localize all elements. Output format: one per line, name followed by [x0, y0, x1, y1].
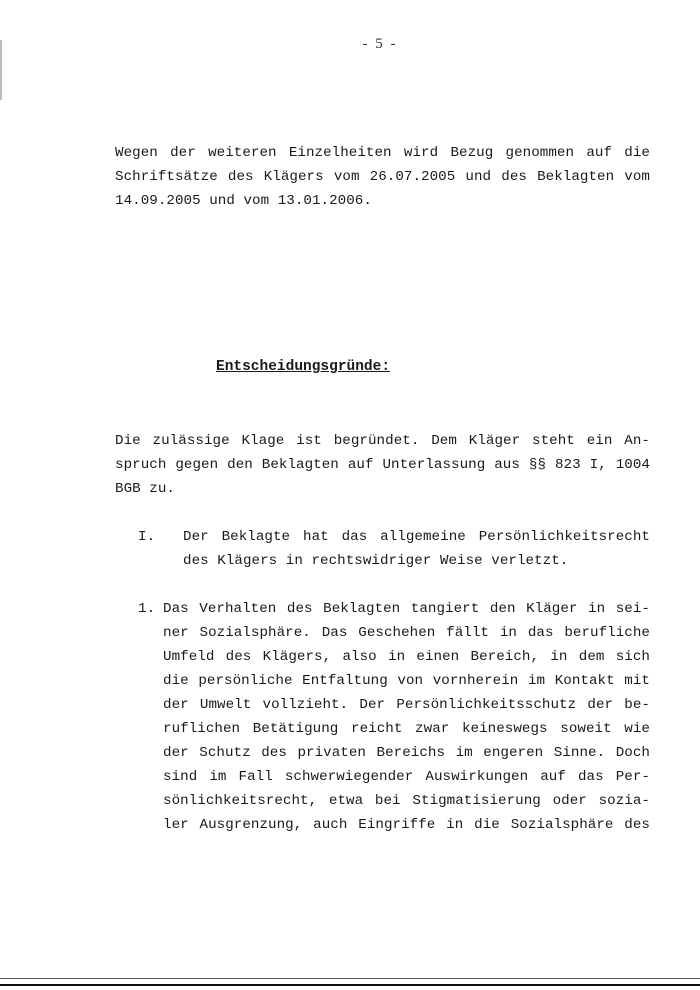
text-line: Das Verhalten des Beklagten tangiert den Kläger in sei-: [163, 601, 650, 617]
section-heading: Entscheidungsgründe:: [216, 359, 391, 375]
scan-edge-line: [0, 978, 700, 979]
text-line: Schriftsätze des Klägers vom 26.07.2005 und des Beklagten vom: [115, 169, 650, 185]
text-line: Der Beklagte hat das allgemeine Persönlichkeitsrecht: [183, 529, 650, 545]
section-marker: I.: [138, 529, 156, 545]
text-line: Umfeld des Klägers, also in einen Bereich, in dem sich: [163, 649, 650, 665]
text-line: sönlichkeitsrecht, etwa bei Stigmatisierung oder sozia-: [163, 793, 650, 809]
item-marker: 1.: [138, 601, 156, 617]
scan-edge-line: [0, 984, 700, 986]
text-line: der Umwelt vollzieht. Der Persönlichkeitsschutz der be-: [163, 697, 650, 713]
text-line: Wegen der weiteren Einzelheiten wird Bezug genommen auf die: [115, 145, 650, 161]
text-line: ler Ausgrenzung, auch Eingriffe in die Sozialsphäre des: [163, 817, 650, 833]
text-line: der Schutz des privaten Bereichs im engeren Sinne. Doch: [163, 745, 650, 761]
text-line: 14.09.2005 und vom 13.01.2006.: [115, 193, 372, 209]
text-line: ner Sozialsphäre. Das Geschehen fällt in das berufliche: [163, 625, 650, 641]
page-number: - 5 -: [362, 36, 398, 52]
text-line: Die zulässige Klage ist begründet. Dem Kläger steht ein An-: [115, 433, 650, 449]
text-line: spruch gegen den Beklagten auf Unterlassung aus §§ 823 I, 1004: [115, 457, 650, 473]
text-line: ruflichen Betätigung reicht zwar keineswegs soweit wie: [163, 721, 650, 737]
text-line: BGB zu.: [115, 481, 175, 497]
text-line: des Klägers in rechtswidriger Weise verletzt.: [183, 553, 569, 569]
text-line: die persönliche Entfaltung von vornherein im Kontakt mit: [163, 673, 650, 689]
text-line: sind im Fall schwerwiegender Auswirkungen auf das Per-: [163, 769, 650, 785]
